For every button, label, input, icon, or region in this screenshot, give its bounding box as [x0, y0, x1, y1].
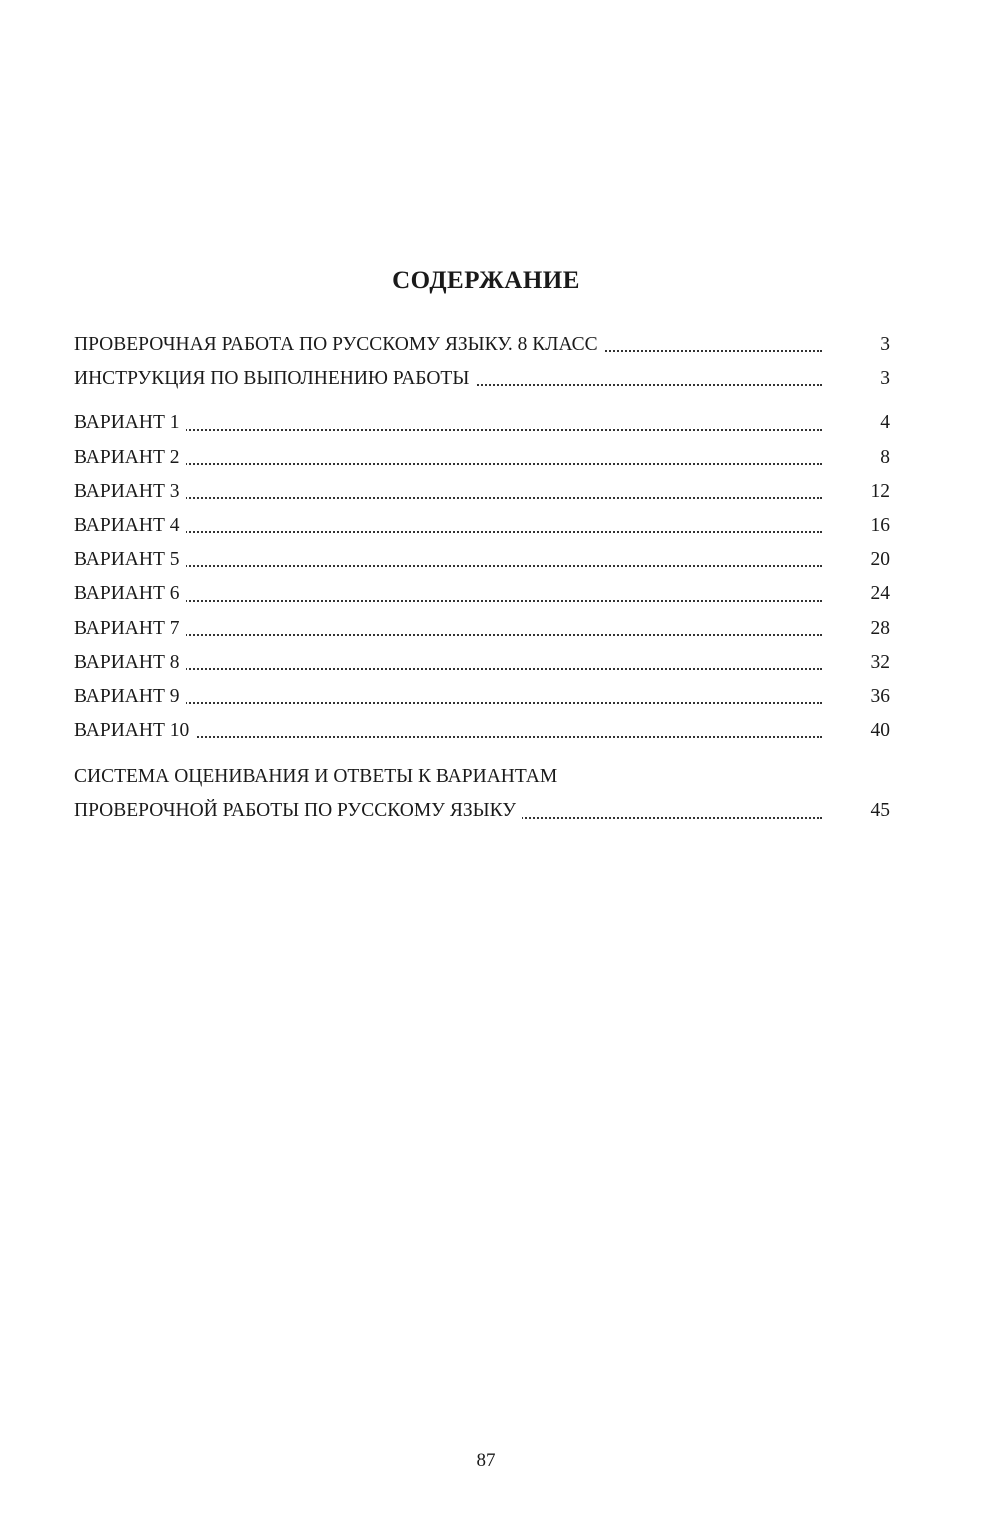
toc-entry-final-line1[interactable]: [74, 760, 890, 794]
toc-entry[interactable]: [74, 362, 890, 396]
toc-entry-variant[interactable]: [74, 577, 890, 611]
toc-entry-page: 4: [880, 412, 890, 434]
toc-entry-label: ПРОВЕРОЧНАЯ РАБОТА ПО РУССКОМУ ЯЗЫКУ. 8 КЛАСС: [74, 334, 604, 355]
toc-entry-variant[interactable]: [74, 612, 890, 646]
toc-entry-variant[interactable]: [74, 475, 890, 509]
toc-entry-page: 20: [870, 549, 890, 571]
toc-entry[interactable]: [74, 328, 890, 362]
toc-entry-variant[interactable]: [74, 509, 890, 543]
toc-entry-label: ВАРИАНТ 6: [74, 583, 186, 604]
toc-entry-label: ВАРИАНТ 8: [74, 652, 186, 673]
toc-entry-page: 28: [870, 617, 890, 639]
toc-entry-label: ВАРИАНТ 9: [74, 686, 186, 707]
toc-entry-page: 12: [870, 480, 890, 502]
toc-entry-label: ИНСТРУКЦИЯ ПО ВЫПОЛНЕНИЮ РАБОТЫ: [74, 368, 475, 389]
toc-entry-label: ПРОВЕРОЧНОЙ РАБОТЫ ПО РУССКОМУ ЯЗЫКУ: [74, 800, 522, 821]
page-number: 87: [476, 1450, 496, 1471]
toc-entry-final-line2[interactable]: [74, 794, 890, 828]
toc-entry-page: 36: [870, 685, 890, 707]
toc-entry-label: СИСТЕМА ОЦЕНИВАНИЯ И ОТВЕТЫ К ВАРИАНТАМ: [74, 766, 563, 787]
toc-entry-page: 8: [880, 446, 890, 468]
toc-entry-label: ВАРИАНТ 7: [74, 618, 186, 639]
toc-entry-variant[interactable]: [74, 543, 890, 577]
toc-entry-label: ВАРИАНТ 3: [74, 481, 186, 502]
toc-entry-label: ВАРИАНТ 2: [74, 447, 186, 468]
toc-entry-variant[interactable]: [74, 646, 890, 680]
toc-entry-label: ВАРИАНТ 10: [74, 720, 195, 741]
toc-entry-page: 45: [870, 800, 890, 822]
toc-entry-page: 3: [880, 334, 890, 355]
toc-entry-label: ВАРИАНТ 5: [74, 549, 186, 570]
toc-entry-variant[interactable]: [74, 680, 890, 714]
toc-entry-page: 24: [870, 583, 890, 605]
toc-entry-variant[interactable]: [74, 441, 890, 475]
toc-entry-page: 40: [870, 720, 890, 742]
toc-entry-page: 16: [870, 514, 890, 536]
toc-entry-page: 3: [880, 368, 890, 390]
toc-entry-page: 32: [870, 651, 890, 673]
table-of-contents: [74, 328, 890, 829]
toc-entry-label: ВАРИАНТ 1: [74, 412, 186, 433]
toc-entry-variant[interactable]: [74, 406, 890, 440]
toc-title: СОДЕРЖАНИЕ: [392, 267, 580, 294]
toc-entry-label: ВАРИАНТ 4: [74, 515, 186, 536]
toc-entry-variant[interactable]: [74, 714, 890, 748]
